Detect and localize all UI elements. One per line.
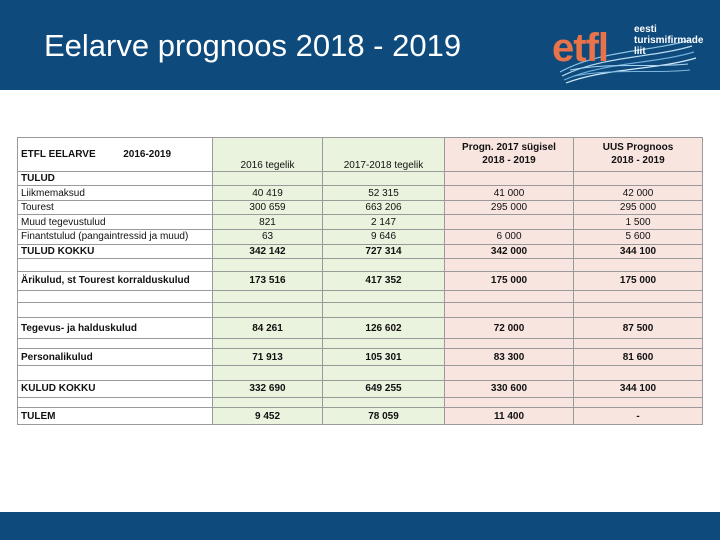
- cell-new-forecast: -: [574, 408, 703, 425]
- cell-new-forecast: 1 500: [574, 215, 703, 230]
- table-row: [18, 272, 703, 291]
- header-col-2016-label: 2016 tegelik: [240, 159, 295, 171]
- cell-2017-2018: 727 314: [323, 244, 445, 259]
- row-label: Ärikulud, st Tourest korralduskulud: [18, 272, 213, 291]
- cell-2017-2018: 417 352: [323, 272, 445, 291]
- cell-2016: 40 419: [213, 186, 323, 201]
- row-label: Tourest: [18, 200, 213, 215]
- logo-line-2: turismifirmade: [634, 35, 704, 46]
- spacer-row: [18, 366, 703, 381]
- header-col-new-forecast-line1: UUS Prognoos: [602, 142, 674, 154]
- table-row: [18, 318, 703, 339]
- cell-2016: 71 913: [213, 349, 323, 366]
- cell-forecast: 295 000: [445, 200, 574, 215]
- cell-2016: 63: [213, 230, 323, 245]
- slide-title: Eelarve prognoos 2018 - 2019: [44, 28, 462, 63]
- logo-line-1: eesti: [634, 24, 657, 35]
- table-row: [18, 186, 703, 201]
- slide-footer-bar: [0, 512, 720, 540]
- cell-2016: 84 261: [213, 318, 323, 339]
- table-row-total-income: [18, 244, 703, 259]
- table-row-result: [18, 408, 703, 425]
- header-label-cell: [18, 138, 213, 172]
- table-row: [18, 171, 703, 186]
- cell-2017-2018: 52 315: [323, 186, 445, 201]
- cell-new-forecast: 344 100: [574, 244, 703, 259]
- cell-2017-2018: 78 059: [323, 408, 445, 425]
- row-label: Muud tegevustulud: [18, 215, 213, 230]
- cell-forecast: [445, 215, 574, 230]
- cell-new-forecast: 344 100: [574, 380, 703, 397]
- row-label: TULEM: [18, 408, 213, 425]
- logo-wordmark: etfl: [552, 26, 608, 70]
- cell-forecast: 41 000: [445, 186, 574, 201]
- cell-2017-2018: 105 301: [323, 349, 445, 366]
- logo-line-3: liit: [634, 46, 646, 57]
- header-col-new-forecast-line2: 2018 - 2019: [611, 155, 665, 167]
- row-label: KULUD KOKKU: [18, 380, 213, 397]
- budget-table: [17, 137, 703, 425]
- header-col-new-forecast: [574, 138, 703, 172]
- row-label: TULUD: [18, 171, 213, 186]
- header-col-2016: [213, 138, 323, 172]
- spacer-row: [18, 290, 703, 303]
- cell-2017-2018: 2 147: [323, 215, 445, 230]
- header-col-forecast-2017-line1: Progn. 2017 sügisel: [462, 142, 556, 154]
- row-label: Personalikulud: [18, 349, 213, 366]
- cell-2016: 821: [213, 215, 323, 230]
- table-row: [18, 349, 703, 366]
- cell-2016: 342 142: [213, 244, 323, 259]
- header-col-forecast-2017-line2: 2018 - 2019: [482, 155, 536, 167]
- cell-2017-2018: 649 255: [323, 380, 445, 397]
- cell-new-forecast: 42 000: [574, 186, 703, 201]
- cell-new-forecast: 5 600: [574, 230, 703, 245]
- cell-2017-2018: 126 602: [323, 318, 445, 339]
- table-row: [18, 230, 703, 245]
- cell-2017-2018: 9 646: [323, 230, 445, 245]
- table-row: [18, 200, 703, 215]
- table-header-row: [18, 138, 703, 172]
- row-label: Finantstulud (pangaintressid ja muud): [18, 230, 213, 245]
- cell-new-forecast: 295 000: [574, 200, 703, 215]
- cell-forecast: 72 000: [445, 318, 574, 339]
- cell-2016: 9 452: [213, 408, 323, 425]
- cell-new-forecast: 87 500: [574, 318, 703, 339]
- cell-forecast: 342 000: [445, 244, 574, 259]
- header-col-2017-2018-label: 2017-2018 tegelik: [343, 159, 424, 171]
- row-label: Tegevus- ja halduskulud: [18, 318, 213, 339]
- cell-forecast: 6 000: [445, 230, 574, 245]
- cell-forecast: 83 300: [445, 349, 574, 366]
- header-col-2017-2018: [323, 138, 445, 172]
- spacer-row: [18, 397, 703, 407]
- slide-header: [0, 0, 720, 90]
- row-label: Liikmemaksud: [18, 186, 213, 201]
- cell-2017-2018: 663 206: [323, 200, 445, 215]
- cell-2016: 300 659: [213, 200, 323, 215]
- cell-forecast: 175 000: [445, 272, 574, 291]
- header-label: ETFL EELARVE: [21, 148, 96, 160]
- logo-subtitle: [634, 24, 703, 57]
- cell-new-forecast: 175 000: [574, 272, 703, 291]
- cell-2016: 173 516: [213, 272, 323, 291]
- header-col-forecast-2017: [445, 138, 574, 172]
- row-label: TULUD KOKKU: [18, 244, 213, 259]
- spacer-row: [18, 259, 703, 272]
- spacer-row: [18, 339, 703, 349]
- cell-forecast: 11 400: [445, 408, 574, 425]
- spacer-row: [18, 303, 703, 318]
- cell-forecast: 330 600: [445, 380, 574, 397]
- cell-new-forecast: 81 600: [574, 349, 703, 366]
- etfl-logo: [540, 10, 710, 86]
- cell-2016: 332 690: [213, 380, 323, 397]
- header-period: 2016-2019: [123, 148, 172, 160]
- table-row: [18, 215, 703, 230]
- table-row-total-costs: [18, 380, 703, 397]
